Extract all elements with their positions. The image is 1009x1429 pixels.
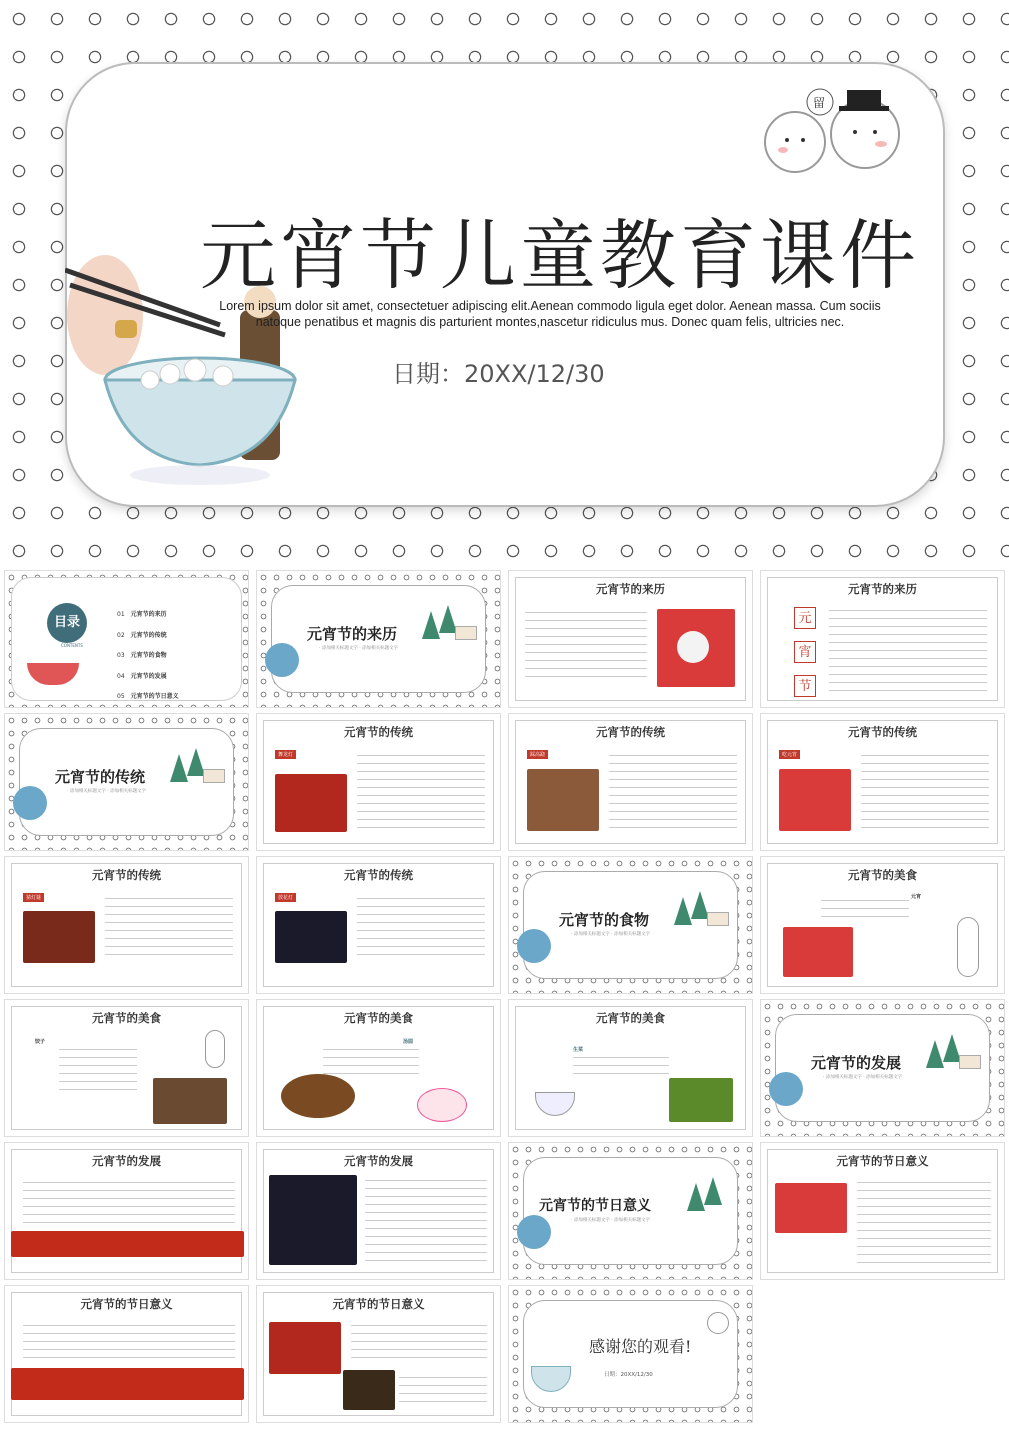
vertical-char: 宵: [794, 641, 816, 663]
section-subtitle: · 添加相关标题文字 · 添加相关标题文字: [319, 646, 399, 651]
slide-thumb-origin-2[interactable]: [760, 570, 1005, 708]
child-mascot: [769, 1072, 803, 1106]
slide-title: 元宵节的美食: [92, 1011, 161, 1025]
section-subtitle: · 添加相关标题文字 · 添加相关标题文字: [823, 1075, 903, 1080]
body-text: [821, 897, 909, 917]
dumplings-photo: [153, 1078, 227, 1124]
contents-badge: 目录: [47, 603, 87, 643]
tangyuan-mascots: [755, 82, 925, 192]
tree-icon: [687, 1183, 705, 1211]
slide-thumb-tradition-1[interactable]: [256, 713, 501, 851]
slide-thumb-food-3[interactable]: [256, 999, 501, 1137]
date-text: 日期：20XX/12/30: [392, 360, 605, 388]
body-text: [829, 607, 987, 691]
section-title: 元宵节的食物: [559, 911, 650, 929]
contents-item[interactable]: 02 元宵节的传统: [117, 631, 167, 639]
title-slide: [0, 0, 1009, 566]
food-label: 元宵: [911, 894, 922, 900]
contents-en: CONTENTS: [61, 643, 83, 648]
slide-thumb-thanks[interactable]: [508, 1285, 753, 1423]
tree-icon: [674, 897, 692, 925]
slide-title: 元宵节的传统: [344, 725, 413, 739]
vertical-char: 节: [794, 675, 816, 697]
child-mascot: [13, 786, 47, 820]
tangyuan-ball: [213, 366, 233, 386]
mascot-pair: [417, 1088, 467, 1122]
section-subtitle: · 添加相关标题文字 · 添加相关标题文字: [571, 932, 651, 937]
mascot-stack: [205, 1030, 225, 1068]
tangyuan-ball: [184, 359, 206, 381]
food-label: 汤圆: [403, 1039, 414, 1045]
top-hat-icon: [847, 90, 881, 108]
topic-tag: 舞龙灯: [275, 750, 296, 759]
body-text: [59, 1046, 137, 1096]
bowl-shadow: [130, 465, 270, 485]
slide-thumb-section-5[interactable]: [508, 1142, 753, 1280]
topic-tag: 放花灯: [275, 893, 296, 902]
body-text: [23, 1322, 235, 1358]
body-text: [573, 1054, 669, 1080]
food-label: 生菜: [573, 1047, 584, 1053]
body-text: [323, 1046, 419, 1076]
slide-thumb-tradition-3[interactable]: [760, 713, 1005, 851]
stilts-photo: [527, 769, 599, 831]
mascot-icon: [707, 1312, 729, 1334]
lanterns-banner-photo: [11, 1368, 244, 1400]
house-icon: [959, 1055, 981, 1069]
child-mascot: [265, 643, 299, 677]
subtitle-text: Lorem ipsum dolor sit amet, consectetuer adipiscing elit.Aenean commodo ligula eget dolor. Aenean massa. Cum sociis natoque penatibus et magnis dis parturient montes,nascetur ridiculus mus. Donec quam felis, ultricies nec.: [219, 299, 881, 329]
contents-item[interactable]: 03 元宵节的食物: [117, 652, 167, 659]
topic-tag: 吃元宵: [779, 750, 800, 759]
slide-title: 元宵节的来历: [848, 582, 917, 596]
slide-thumb-meaning-2[interactable]: [4, 1285, 249, 1423]
contents-item[interactable]: 05 元宵节的节日意义: [117, 693, 179, 700]
night-boat-photo: [269, 1175, 357, 1265]
body-text: [861, 752, 989, 830]
child-mascot: [517, 929, 551, 963]
slide-thumb-tradition-5[interactable]: [256, 856, 501, 994]
thanks-date: 日期：20XX/12/30: [604, 1372, 653, 1378]
main-title: 元宵节儿童教育课件: [200, 211, 920, 300]
child-mascot: [517, 1215, 551, 1249]
slide-title: 元宵节的美食: [344, 1011, 413, 1025]
slide-thumb-tradition-4[interactable]: [4, 856, 249, 994]
slide-title: 元宵节的发展: [344, 1154, 413, 1168]
body-text: [357, 752, 485, 830]
contents-item[interactable]: 04 元宵节的发展: [117, 672, 167, 680]
stamp-char: 留: [813, 96, 826, 110]
section-title: 元宵节的传统: [55, 768, 146, 786]
yuanxiao-photo: [779, 769, 851, 831]
slide-title: 元宵节的节日意义: [836, 1154, 929, 1168]
slide-title: 元宵节的传统: [848, 725, 917, 739]
tangyuan-ball: [141, 371, 159, 389]
slide-thumb-tradition-2[interactable]: [508, 713, 753, 851]
slide-thumb-section-2[interactable]: [4, 713, 249, 851]
house-icon: [455, 626, 477, 640]
thanks-title: 感谢您的观看!: [589, 1337, 692, 1356]
body-text: [399, 1374, 487, 1406]
house-icon: [203, 769, 225, 783]
slide-title: 元宵节的来历: [596, 582, 665, 596]
yuanxiao-photo: [775, 1183, 847, 1233]
slide-thumb-food-2[interactable]: [4, 999, 249, 1137]
section-title: 元宵节的来历: [307, 625, 398, 643]
slide-title: 元宵节的美食: [848, 868, 917, 882]
slide-title: 元宵节的传统: [596, 725, 665, 739]
section-title: 元宵节的节日意义: [539, 1198, 651, 1214]
topic-tag: 猜灯谜: [23, 893, 44, 902]
tree-icon: [170, 754, 188, 782]
river-lantern-photo: [275, 911, 347, 963]
mascot-stack: [957, 917, 979, 977]
lanterns-banner-photo: [11, 1231, 244, 1257]
slide-thumb-section-3[interactable]: [508, 856, 753, 994]
lantern-photo: [343, 1370, 395, 1410]
dragon-lantern-photo: [275, 774, 347, 832]
slide-title: 元宵节的传统: [344, 868, 413, 882]
vertical-char: 元: [794, 607, 816, 629]
topic-tag: 踩高跷: [527, 750, 548, 759]
body-text: [357, 895, 485, 955]
slide-title: 元宵节的节日意义: [332, 1297, 425, 1311]
tree-icon: [422, 611, 440, 639]
tree-icon: [926, 1040, 944, 1068]
gold-ring: [115, 320, 137, 338]
section-subtitle: · 添加相关标题文字 · 添加相关标题文字: [571, 1218, 651, 1223]
body-text: [525, 609, 647, 679]
tangyuan-soup-photo: [281, 1074, 355, 1118]
slide-title: 元宵节的美食: [596, 1011, 665, 1025]
dragon-lantern-photo: [269, 1322, 341, 1374]
slide-thumb-food-1[interactable]: [760, 856, 1005, 994]
body-text: [105, 895, 233, 955]
tangyuan-ball: [160, 364, 180, 384]
slide-thumb-origin-1[interactable]: [508, 570, 753, 708]
yuanxiao-photo: [783, 927, 853, 977]
slide-title: 元宵节的节日意义: [80, 1297, 173, 1311]
section-title: 元宵节的发展: [811, 1054, 902, 1072]
slide-thumb-meaning-1[interactable]: [760, 1142, 1005, 1280]
contents-list: [117, 605, 179, 708]
tree-icon: [704, 1177, 722, 1205]
body-text: [23, 1179, 235, 1223]
lettuce-photo: [669, 1078, 733, 1122]
slide-thumbnail-grid: [4, 570, 1005, 1425]
slide-title: 元宵节的传统: [92, 868, 161, 882]
house-icon: [707, 912, 729, 926]
body-text: [365, 1177, 487, 1263]
slide-thumb-development-1[interactable]: [4, 1142, 249, 1280]
body-text: [351, 1322, 487, 1362]
slide-thumb-meaning-3[interactable]: [256, 1285, 501, 1423]
slide-title: 元宵节的发展: [92, 1154, 161, 1168]
section-subtitle: · 添加相关标题文字 · 添加相关标题文字: [67, 789, 147, 794]
slide-thumb-section-1[interactable]: [256, 570, 501, 708]
slide-thumb-section-4[interactable]: [760, 999, 1005, 1137]
mascot-left: [765, 112, 825, 172]
food-label: 饺子: [35, 1039, 46, 1045]
slide-thumb-food-4[interactable]: [508, 999, 753, 1137]
lantern-riddle-photo: [23, 911, 95, 963]
body-text: [609, 752, 737, 830]
contents-item[interactable]: 01 元宵节的来历: [117, 611, 167, 618]
slide-thumb-development-2[interactable]: [256, 1142, 501, 1280]
body-text: [857, 1179, 991, 1265]
slide-thumb-contents[interactable]: [4, 570, 249, 708]
